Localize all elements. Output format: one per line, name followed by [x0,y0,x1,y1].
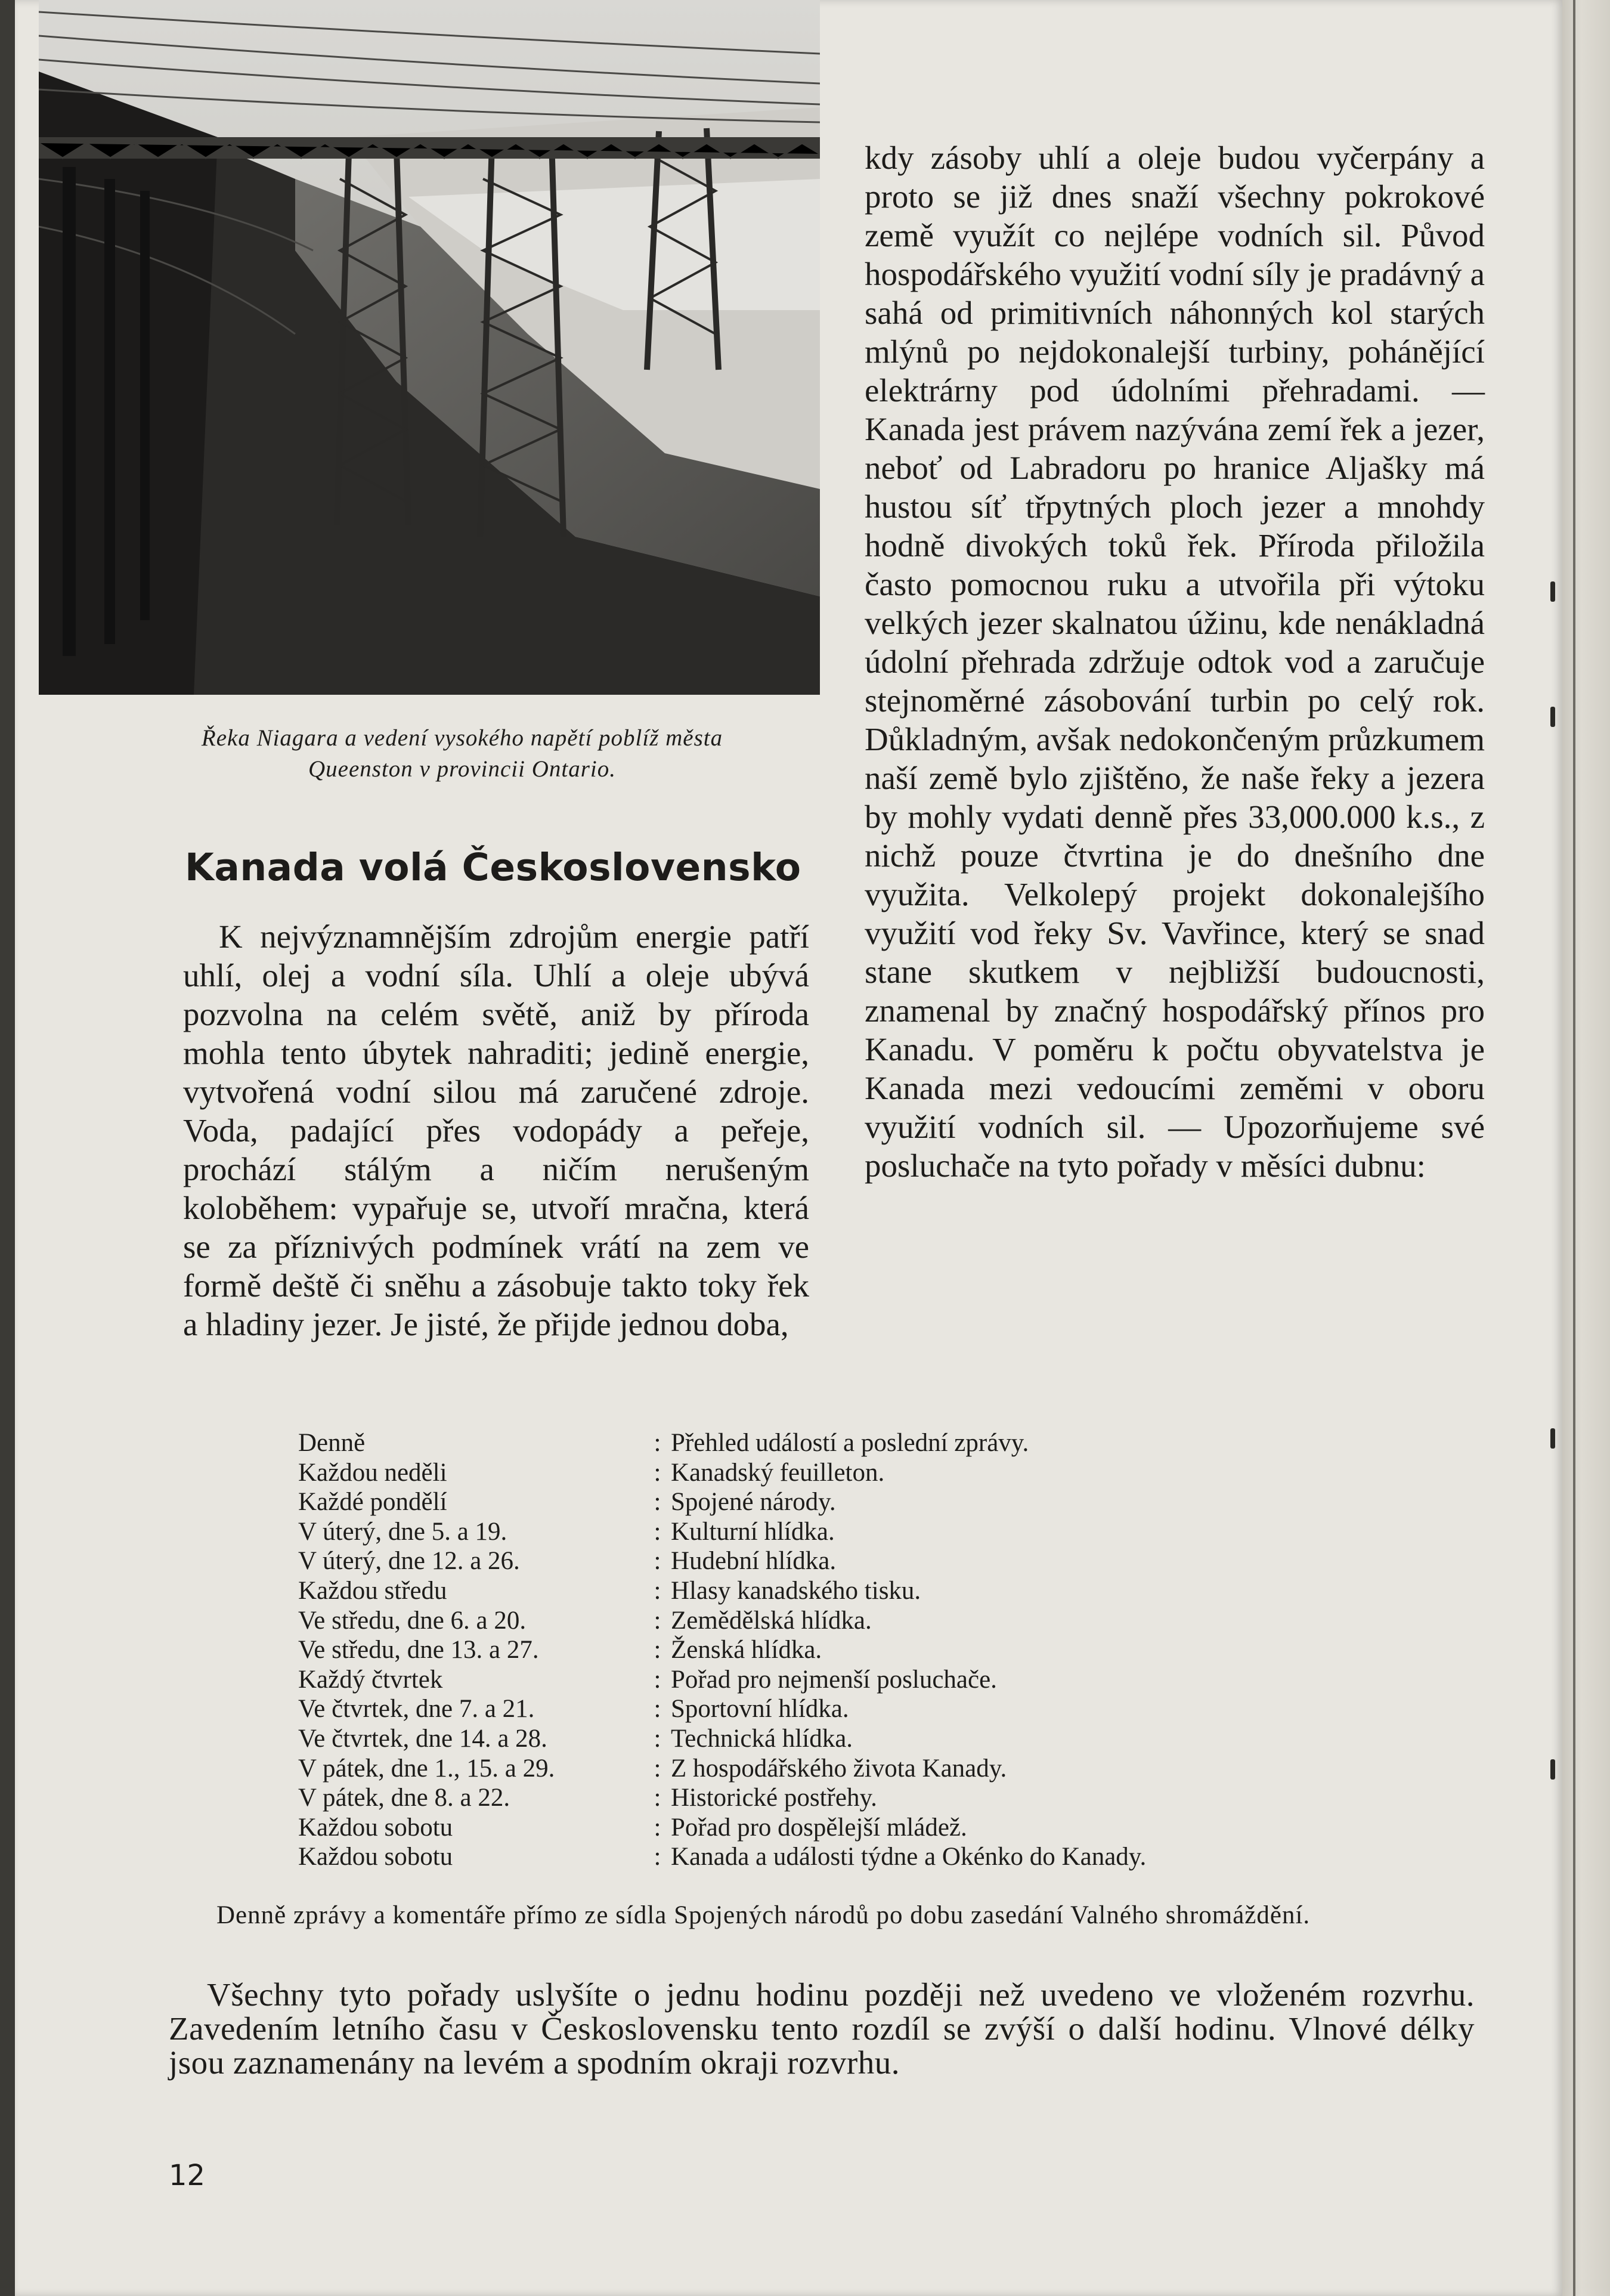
schedule-day: V pátek, dne 8. a 22. [298,1784,510,1812]
schedule-separator: : [654,1576,661,1605]
schedule-day: Každou sobotu [298,1843,453,1871]
schedule-day: Každou neděli [298,1458,447,1487]
broadcast-schedule [298,1428,1431,1872]
schedule-program: Hlasy kanadského tisku. [671,1576,921,1605]
article-heading: Kanada volá Československo [185,846,801,889]
binding-stitch [1550,1428,1555,1449]
schedule-separator: : [654,1458,661,1487]
schedule-separator: : [654,1606,661,1635]
schedule-day: V pátek, dne 1., 15. a 29. [298,1754,555,1783]
schedule-day: Ve čtvrtek, dne 14. a 28. [298,1724,547,1753]
schedule-program: Sportovní hlídka. [671,1695,849,1723]
schedule-separator: : [654,1636,661,1664]
schedule-day: Ve čtvrtek, dne 7. a 21. [298,1695,535,1723]
schedule-separator: : [654,1754,661,1783]
schedule-row [298,1694,1431,1724]
schedule-row [298,1546,1431,1576]
schedule-row [298,1458,1431,1488]
schedule-program: Pořad pro nejmenší posluchače. [671,1665,997,1694]
schedule-program: Přehled událostí a poslední zprávy. [671,1429,1029,1457]
schedule-program: Spojené národy. [671,1488,836,1517]
schedule-program: Hudební hlídka. [671,1547,837,1576]
schedule-row [298,1665,1431,1695]
schedule-row [298,1606,1431,1636]
schedule-row [298,1842,1431,1872]
schedule-note: Denně zprávy a komentáře přímo ze sídla Spojených národů po dobu zasedání Valného shromáždění. [216,1901,1311,1929]
niagara-photo [39,0,820,695]
schedule-day: V úterý, dne 12. a 26. [298,1547,520,1576]
schedule-row [298,1635,1431,1665]
schedule-separator: : [654,1429,661,1457]
page-number: 12 [169,2159,206,2192]
photo-caption: Řeka Niagara a vedení vysokého napětí poblíž města Queenston v provincii Ontario. [201,725,723,782]
schedule-separator: : [654,1724,661,1753]
schedule-row [298,1428,1431,1458]
right-column-text: kdy zásoby uhlí a oleje budou vyčerpány a proto se již dnes snaží všechny pokrokové země využít co nejlépe vodních sil. Původ hospodářského využití vodní síly je pradávný a sahá od primitivních náhonných kol starých mlýnů po nejdokonalejší turbiny, pohánějící elektrárny pod údolními přehradami. — Kanada jest právem nazývána zemí řek a jezer, neboť od Labradoru po hranice Aljašky má hustou síť třpytných ploch jezer a mnohdy hodně divokých toků řek. Příroda přiložila často pomocnou ruku a utvořila při výtoku velkých jezer skalnatou úžinu, kde nenákladná údolní přehrada zdržuje odtok vod a zaručuje stejnoměrné zásobování turbin po celý rok. Důkladným, avšak nedokončeným průzkumem naší země bylo zjištěno, že naše řeky a jezera by mohly vydati denně přes 33,000.000 k.s., z nichž pouze čtvrtina je do dnešního dne využita. Velkolepý projekt dokonalejšího využití vod řeky Sv. Vavřince, který se snad stane skutkem v nejbližší budoucnosti, znamenal by značný hospodářský přínos pro Kanadu. V poměru k počtu obyvatelstva je Kanada mezi vedoucími zeměmi v oboru využití vodních sil. — Upozorňujeme své posluchače na tyto pořady v měsíci dubnu: [865,140,1485,1184]
schedule-program: Zemědělská hlídka. [671,1606,872,1635]
schedule-separator: : [654,1843,661,1871]
binding-stitch [1550,581,1555,602]
schedule-separator: : [654,1695,661,1723]
binding-stitch [1550,1759,1555,1780]
schedule-separator: : [654,1547,661,1576]
schedule-separator: : [654,1488,661,1517]
schedule-row [298,1724,1431,1754]
schedule-program: Historické postřehy. [671,1784,877,1812]
schedule-program: Kanada a události týdne a Okénko do Kanady. [671,1843,1147,1871]
schedule-row [298,1754,1431,1784]
binding-stitch [1550,707,1555,727]
schedule-separator: : [654,1665,661,1694]
magazine-page [15,0,1562,2296]
schedule-day: Denně [298,1429,366,1457]
schedule-program: Pořad pro dospělejší mládež. [671,1813,967,1842]
schedule-day: Každé pondělí [298,1488,447,1517]
next-page-edge [1562,0,1610,2296]
photograph-icon [39,0,820,695]
schedule-program: Kanadský feuilleton. [671,1458,885,1487]
schedule-separator: : [654,1517,661,1546]
schedule-row [298,1517,1431,1547]
closing-paragraph: Všechny tyto pořady uslyšíte o jednu hodinu později než uvedeno ve vloženém rozvrhu. Zavedením letního času v Československu tento rozdíl se zvýší o další hodinu. Vlnové délky jsou zaznamenány na levém a spodním okraji rozvrhu. [169,1976,1475,2081]
schedule-row [298,1576,1431,1606]
schedule-separator: : [654,1784,661,1812]
schedule-day: Ve středu, dne 13. a 27. [298,1636,539,1664]
schedule-program: Ženská hlídka. [671,1636,822,1664]
left-column-text: K nejvýznamnějším zdrojům energie patří uhlí, olej a vodní síla. Uhlí a oleje ubývá pozvolna na celém světě, aniž by příroda mohla tento úbytek nahraditi; jedině energie, vytvořená vodní silou má zaručené zdroje. Voda, padající přes vodopády a peřeje, prochází stálým a ničím nerušeným koloběhem: vypařuje se, utvoří mračna, která se za příznivých podmínek vrátí na zem ve formě deště či sněhu a zásobuje takto toky řek a hladiny jezer. Je jisté, že přijde jednou doba, [183,918,809,1342]
schedule-row [298,1487,1431,1517]
schedule-row [298,1783,1431,1813]
schedule-program: Z hospodářského života Kanady. [671,1754,1007,1783]
schedule-day: V úterý, dne 5. a 19. [298,1517,507,1546]
schedule-row [298,1813,1431,1843]
schedule-program: Technická hlídka. [671,1724,853,1753]
schedule-program: Kulturní hlídka. [671,1517,835,1546]
schedule-day: Každou středu [298,1576,447,1605]
schedule-separator: : [654,1813,661,1842]
schedule-day: Každou sobotu [298,1813,453,1842]
schedule-day: Ve středu, dne 6. a 20. [298,1606,527,1635]
schedule-day: Každý čtvrtek [298,1665,443,1694]
